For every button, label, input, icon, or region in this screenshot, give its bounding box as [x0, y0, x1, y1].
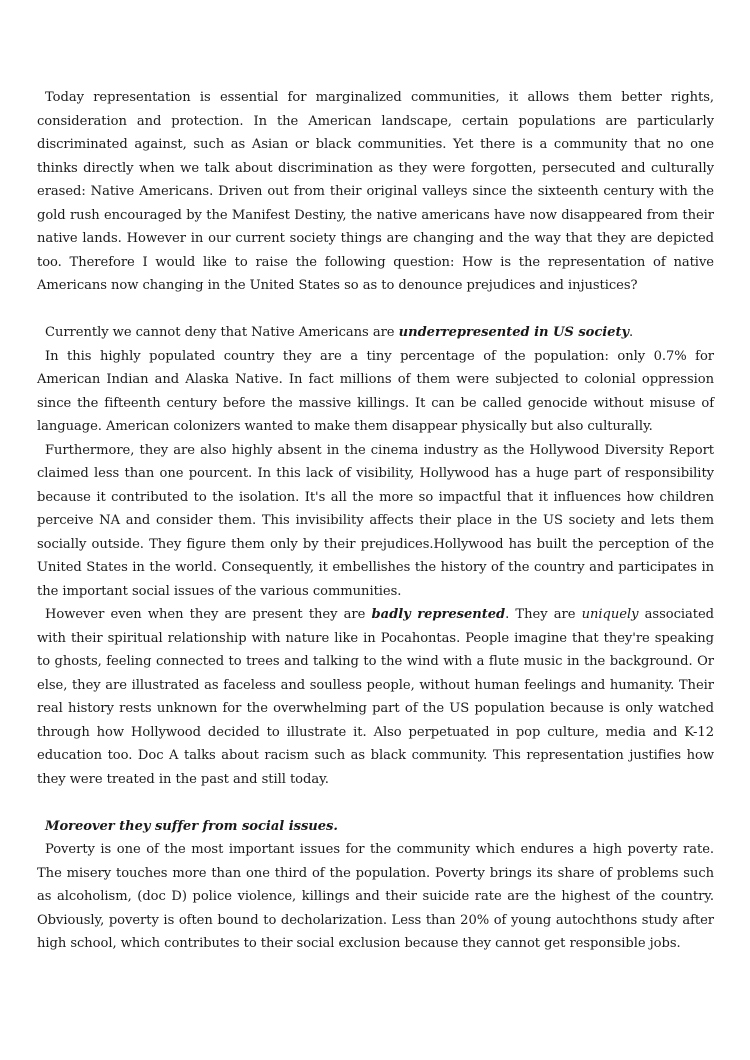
para3-italic: uniquely — [581, 607, 639, 622]
section2-paragraph-1: Poverty is one of the most important issues for the community which endures a high poverty rate. The misery touches more than one third of the population. Poverty brings its share of problems such as alcoholism, (doc D) police violence, killings and their suicide rate are the highest of the country. Obviously, poverty is often bound to decholarization. Less than 20% of young autochthons study after high school, which contributes to their social exclusion because they cannot get responsible jobs. — [37, 842, 714, 951]
lead-emphasis: underrepresented in US society — [398, 325, 630, 340]
section1-paragraph-1: In this highly populated country they are a tiny percentage of the population: only 0.7% for American Indian and Alaska Native. In fact millions of them were subjected to colonial oppression since the fifteenth century before the massive killings. It can be called genocide without misuse of language. American colonizers wanted to make them disappear physically but also culturally. — [37, 348, 714, 434]
paragraph-gap — [37, 791, 714, 815]
para3-emphasis: badly represented — [371, 607, 506, 622]
section1-paragraph-2: Furthermore, they are also highly absent in the cinema industry as the Hollywood Diversity Report claimed less than one pourcent. In this lack of visibility, Hollywood has a huge part of responsibility because it contributed to the isolation. It's all the more so impactful that it influences how children perceive NA and consider them. This invisibility affects their place in the US society and lets them socially outside. They figure them only by their prejudices.Hollywood has built the perception of the United States in the world. Consequently, it embellishes the history of the country and participates in the important social issues of the various communities. — [37, 442, 714, 599]
section1-paragraph-3 — [37, 603, 714, 791]
intro-paragraph: Today representation is essential for marginalized communities, it allows them better rights, consideration and protection. In the American landscape, certain populations are particularly discriminated against, such as Asian or black communities. Yet there is a community that no one thinks directly when we talk about discrimination as they were forgotten, persecuted and culturally erased: Native Americans. Driven out from their original valleys since the sixteenth century with the gold rush encouraged by the Manifest Destiny, the native americans have now disappeared from their native lands. However in our current society things are changing and the way that they are depicted too. Therefore I would like to raise the following question: How is the representation of native Americans now changing in the United States so as to denounce prejudices and injustices? — [37, 90, 714, 293]
paragraph-gap — [37, 298, 714, 322]
lead-text: Currently we cannot deny that Native Americans are — [45, 325, 399, 340]
section2-heading-text: Moreover they suffer from social issues. — [45, 818, 338, 834]
section2-heading — [37, 815, 714, 839]
para3-text-b: . They are — [505, 607, 582, 622]
lead-end: . — [629, 325, 634, 340]
para3-text-a: However even when they are present they are — [45, 607, 372, 622]
section1-lead-paragraph — [37, 321, 714, 345]
para3-text-c: associated with their spiritual relationship with nature like in Pocahontas. People imagine that they're speaking to ghosts, feeling connected to trees and talking to the wind with a flute music in the background. Or else, they are illustrated as faceless and soulless people, without human feelings and humanity. Their real history rests unknown for the overwhelming part of the US population because is only watched through how Hollywood decided to illustrate it. Also perpetuated in pop culture, media and K-12 education too. Doc A talks about racism such as black community. This representation justifies how they were treated in the past and still today. — [37, 607, 714, 787]
